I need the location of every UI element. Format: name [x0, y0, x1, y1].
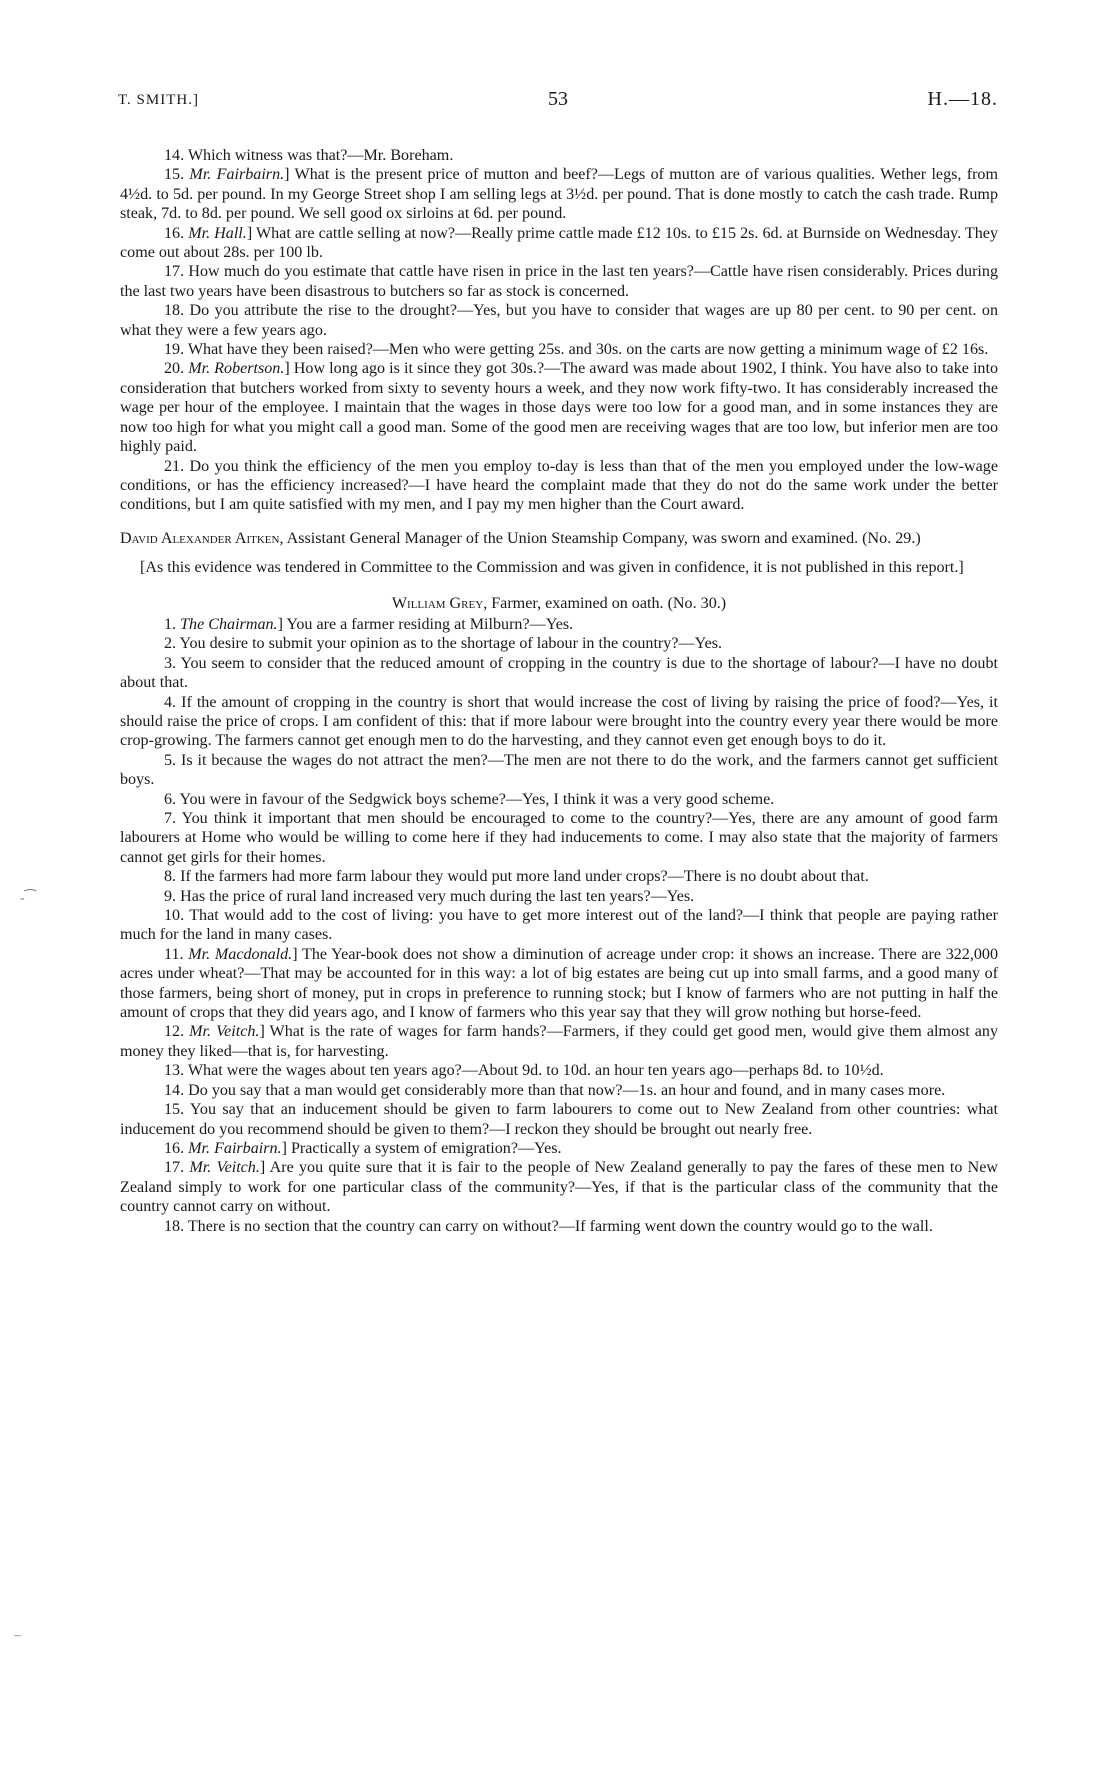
witness-heading-aitken: David Alexander Aitken, Assistant General Manager of the Union Steamship Company, was sworn and examined. (No. 29.) — [120, 529, 921, 547]
speaker-name: Mr. Fairbairn. — [188, 1139, 282, 1157]
grey-evidence — [120, 615, 998, 1236]
speaker-name: Mr. Veitch. — [189, 1159, 260, 1177]
page-number: 53 — [548, 88, 568, 110]
smith-evidence — [120, 146, 998, 515]
qa-paragraph: 10. That would add to the cost of living: you have to get more interest out of the land?—I think that people are paying rather much for the land in many cases. — [120, 907, 998, 944]
witness-name: David Alexander Aitken — [120, 529, 280, 547]
qa-paragraph: 16. Mr. Fairbairn.] Practically a system of emigration?—Yes. — [164, 1139, 562, 1157]
qa-paragraph: 11. Mr. Macdonald.] The Year-book does not show a diminution of acreage under crop: it shows an increase. There are 322,000 acres under wheat?—That may be accounted for in this way: a lot of big estates are being cut up into small farms, and a good many of those farmers, being short of money, put in crops in preference to running stock; but I know of farmers who are not putting in half the amount of crops that they did years ago, and I know of farmers who this year say that they will grow nothing but horse-feed. — [120, 945, 999, 1022]
confidential-note: [As this evidence was tendered in Committee to the Commission and was given in confidence, it is not published in this report.] — [140, 559, 964, 577]
header-paper-number: H.—18. — [927, 88, 998, 110]
qa-paragraph: 21. Do you think the efficiency of the men you employ to-day is less than that of the men you employed under the low-wage conditions, or has the efficiency increased?—I have heard the complaint made that they do not do the same work under the better conditions, but I am quite satisfied with my men, and I pay my men higher than the Court award. — [120, 457, 998, 514]
qa-paragraph: 2. You desire to submit your opinion as to the shortage of labour in the country?—Yes. — [164, 635, 723, 653]
evidence-text — [120, 146, 998, 1236]
qa-paragraph: 5. Is it because the wages do not attract the men?—The men are not there to do the work, and the farmers cannot get sufficient boys. — [120, 751, 998, 789]
speaker-name: Mr. Macdonald. — [188, 945, 293, 963]
qa-paragraph: 18. Do you attribute the rise to the drought?—Yes, but you have to consider that wages are up 80 per cent. to 90 per cent. on what they were a few years ago. — [120, 302, 998, 339]
witness-heading-grey: William Grey, Farmer, examined on oath. (No. 30.) — [391, 594, 727, 612]
qa-paragraph: 12. Mr. Veitch.] What is the rate of wages for farm hands?—Farmers, if they could get good men, would give them almost any money they liked—that is, for harvesting. — [120, 1023, 999, 1060]
page-header — [118, 88, 998, 118]
qa-paragraph: 4. If the amount of cropping in the country is short that would increase the cost of living by raising the price of food?—Yes, it should raise the price of crops. I am confident of this: that if more labour were brought into the country every year there would be more crop-growing. The farmers cannot get enough men to do the harvesting, and they cannot even get enough boys to do it. — [120, 693, 998, 750]
qa-paragraph: 13. What were the wages about ten years ago?—About 9d. to 10d. an hour ten years ago—perhaps 8d. to 10½d. — [164, 1062, 884, 1080]
qa-paragraph: 9. Has the price of rural land increased very much during the last ten years?—Yes. — [164, 887, 695, 905]
speaker-name: Mr. Fairbairn. — [189, 166, 285, 184]
qa-paragraph: 6. You were in favour of the Sedgwick boys scheme?—Yes, I think it was a very good scheme. — [164, 790, 775, 808]
qa-paragraph: 14. Do you say that a man would get considerably more than that now?—1s. an hour and found, and in many cases more. — [164, 1081, 946, 1099]
witness-name: William Grey — [391, 594, 484, 612]
qa-paragraph: 7. You think it important that men should be encouraged to come to the country?—Yes, there are any amount of good farm labourers at Home who would be willing to come here if they had inducements to come. I may also state that the majority of farmers cannot get girls for their homes. — [120, 810, 998, 866]
qa-paragraph: 1. The Chairman.] You are a farmer residing at Milburn?—Yes. — [164, 615, 574, 633]
qa-paragraph: 18. There is no section that the country can carry on without?—If farming went down the country would go to the wall. — [164, 1217, 933, 1235]
speaker-name: Mr. Veitch. — [189, 1023, 260, 1041]
margin-mark: -⁀ — [20, 891, 36, 906]
qa-paragraph: 20. Mr. Robertson.] How long ago is it since they got 30s.?—The award was made about 1902, I think. You have also to take into consideration that butchers worked from sixty to seventy hours a week, and they now work fifty-two. It has considerably increased the wage per hour of the employee. I maintain that the wages in those days were too low for a good man, and in some instances they are now too high for what you might call a good man. Some of the good men are receiving wages that are too low, but inferior men are too highly paid. — [120, 360, 998, 456]
qa-paragraph: 14. Which witness was that?—Mr. Boreham. — [164, 147, 454, 164]
qa-paragraph: 17. How much do you estimate that cattle have risen in price in the last ten years?—Cattle have risen considerably. Prices during the last two years have been disastrous to butchers so far as stock is concerned. — [120, 263, 998, 300]
speaker-name: Mr. Hall. — [188, 224, 247, 242]
qa-paragraph: 3. You seem to consider that the reduced amount of cropping in the country is due to the shortage of labour?—I have no doubt about that. — [120, 654, 998, 692]
speaker-name: Mr. Robertson. — [188, 360, 285, 378]
qa-paragraph: 19. What have they been raised?—Men who were getting 25s. and 30s. on the carts are now getting a minimum wage of £2 16s. — [164, 341, 989, 359]
header-witness-name: T. SMITH.] — [118, 92, 199, 108]
qa-paragraph: 17. Mr. Veitch.] Are you quite sure that it is fair to the people of New Zealand generally to pay the fares of these men to New Zealand simply to work for one particular class of the community?—Yes, if that is the particular class of the community that the country cannot carry on without. — [120, 1159, 999, 1216]
qa-paragraph: 16. Mr. Hall.] What are cattle selling at now?—Really prime cattle made £12 10s. to £15 2s. 6d. at Burnside on Wednesday. They come out about 28s. per 100 lb. — [120, 224, 998, 262]
qa-paragraph: 15. Mr. Fairbairn.] What is the present price of mutton and beef?—Legs of mutton are of various qualities. Wether legs, from 4½d. to 5d. per pound. In my George Street shop I am selling legs at 3½d. per pound. That is done mostly to catch the cash trade. Rump steak, 7d. to 8d. per pound. We sell good ox sirloins at 6d. per pound. — [120, 166, 998, 223]
margin-mark: – — [14, 1628, 21, 1643]
qa-paragraph: 8. If the farmers had more farm labour they would put more land under crops?—There is no doubt about that. — [164, 868, 869, 886]
speaker-name: The Chairman. — [180, 615, 278, 633]
qa-paragraph: 15. You say that an inducement should be given to farm labourers to come out to New Zealand from other countries: what inducement do you recommend should be given to them?—I reckon they should be brought out nearly free. — [120, 1101, 998, 1138]
